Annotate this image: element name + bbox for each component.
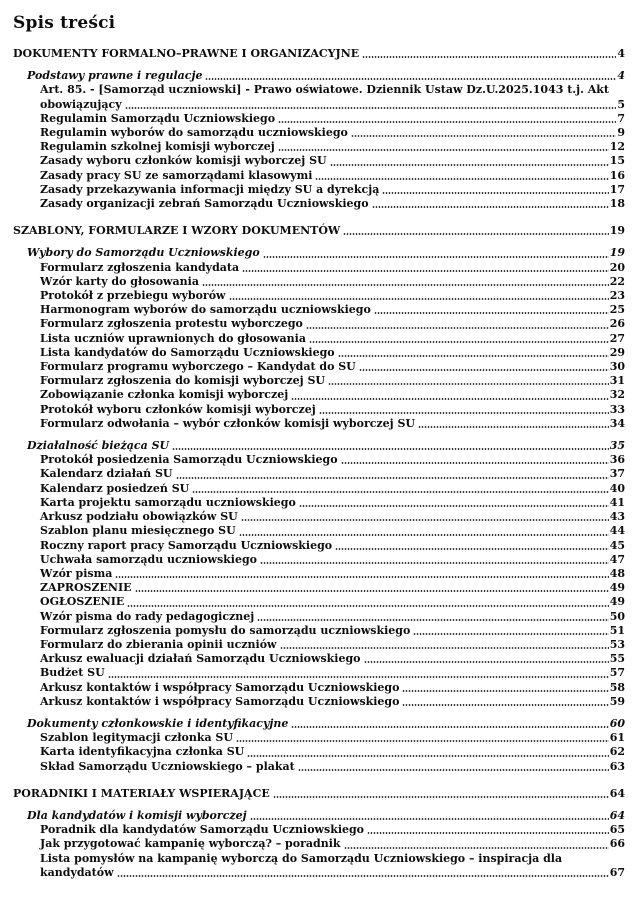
toc-entry[interactable]: [13, 317, 625, 331]
page-number: 44: [609, 524, 625, 538]
dot-leader: [278, 112, 616, 126]
toc-entry-label: Uchwała samorządu uczniowskiego: [40, 552, 258, 566]
toc-entry-label: Wzór pisma: [40, 566, 113, 580]
toc-entry[interactable]: [13, 652, 625, 666]
toc-entry-label: Karta projektu samorządu uczniowskiego: [40, 495, 296, 509]
dot-leader: [205, 69, 616, 83]
toc-entry-label: Formularz zgłoszenia protestu wyborczego: [40, 317, 303, 331]
toc-entry-label: Regulamin Samorządu Uczniowskiego: [40, 111, 276, 125]
dot-leader: [257, 610, 608, 624]
toc-entry[interactable]: [13, 760, 625, 774]
dot-leader: [250, 809, 609, 823]
page-number: 17: [609, 182, 625, 196]
dot-leader: [241, 510, 609, 524]
page-number: 50: [609, 609, 625, 623]
toc-entry[interactable]: [13, 197, 625, 211]
toc-entry[interactable]: [13, 289, 625, 303]
toc-entry-label: Szablon legitymacji członka SU: [40, 731, 233, 745]
page-number: 47: [609, 552, 625, 566]
dot-leader: [364, 652, 609, 666]
page-number: 37: [609, 467, 625, 481]
toc-entry-label: Działalność bieżąca SU: [27, 439, 170, 453]
toc-entry[interactable]: [13, 717, 625, 731]
dot-leader: [402, 695, 608, 709]
toc-entry-label: Dla kandydatów i komisji wyborczej: [27, 808, 247, 822]
toc-entry-label: obowiązujący: [40, 97, 122, 111]
page-number: 62: [609, 745, 625, 759]
dot-leader: [108, 666, 609, 680]
page-number: 60: [609, 716, 625, 730]
page-number: 66: [609, 837, 625, 851]
dot-leader: [229, 289, 609, 303]
toc-entry-label: kandydatów: [40, 865, 114, 879]
toc-entry-label: Arkusz ewaluacji działań Samorządu Uczniowskiego: [40, 652, 361, 666]
toc-entry[interactable]: [13, 140, 625, 154]
dot-leader: [343, 224, 608, 238]
toc-entry[interactable]: [13, 453, 625, 467]
page-number: 12: [609, 140, 625, 154]
page-number: 32: [609, 388, 625, 402]
toc-entry[interactable]: [13, 346, 625, 360]
toc-entry[interactable]: [13, 823, 625, 837]
dot-leader: [309, 332, 609, 346]
toc-entry-label: Jak przygotować kampanię wyborczą? – poradnik: [40, 837, 341, 851]
toc-entry[interactable]: [13, 467, 625, 481]
toc-entry-label: Lista kandydatów do Samorządu Uczniowskiego: [40, 345, 335, 359]
dot-leader: [125, 98, 617, 112]
toc-entry-label: Wzór karty do głosowania: [40, 274, 199, 288]
page-number: 36: [609, 453, 625, 467]
dot-leader: [299, 496, 609, 510]
dot-leader: [341, 453, 609, 467]
toc-entry[interactable]: [13, 681, 625, 695]
toc-entry[interactable]: [13, 183, 625, 197]
page-number: 33: [609, 402, 625, 416]
toc-entry[interactable]: [13, 496, 625, 510]
toc-entry[interactable]: [13, 624, 625, 638]
dot-leader: [344, 837, 609, 851]
toc-entry[interactable]: [13, 246, 625, 260]
dot-leader: [315, 169, 608, 183]
page-number: 58: [609, 680, 625, 694]
dot-leader: [242, 261, 609, 275]
dot-leader: [172, 439, 609, 453]
dot-leader: [402, 681, 608, 695]
dot-leader: [202, 275, 609, 289]
toc-entry[interactable]: [13, 112, 625, 126]
toc-entry-label: Zasady wyboru członków komisji wyborczej SU: [40, 154, 327, 168]
dot-leader: [176, 467, 609, 481]
toc-entry-label: SZABLONY, FORMULARZE I WZORY DOKUMENTÓW: [13, 224, 341, 238]
toc-entry-label: DOKUMENTY FORMALNO–PRAWNE I ORGANIZACYJNE: [13, 47, 360, 60]
toc-entry[interactable]: [13, 745, 625, 759]
toc-entry-label: Protokół wyboru członków komisji wyborczej: [40, 402, 316, 416]
dot-leader: [306, 317, 609, 331]
toc-entry-label: Podstawy prawne i regulacje: [27, 69, 203, 83]
toc-entry-label: Karta identyfikacyjna członka SU: [40, 745, 245, 759]
page-number: 35: [609, 439, 625, 453]
page-number: 19: [609, 224, 625, 238]
dot-leader: [372, 197, 609, 211]
toc-entry[interactable]: [13, 553, 625, 567]
page-number: 41: [609, 495, 625, 509]
toc-entry[interactable]: [13, 567, 625, 581]
toc-entry[interactable]: [13, 595, 625, 609]
page-number: 49: [609, 581, 625, 595]
toc-entry-label: Arkusz kontaktów i współpracy Samorządu Uczniowskiego: [40, 680, 400, 694]
page-number: 49: [609, 595, 625, 609]
toc-entry-label: Budżet SU: [40, 666, 105, 680]
page-number: 19: [609, 246, 625, 260]
dot-leader: [127, 595, 608, 609]
toc-entry[interactable]: [13, 666, 625, 680]
dot-leader: [338, 346, 609, 360]
page-number: 34: [609, 416, 625, 430]
toc-entry-label: Formularz programu wyborczego – Kandydat do SU: [40, 360, 356, 374]
page-number: 9: [617, 126, 625, 140]
toc-entry-label: Roczny raport pracy Samorządu Uczniowskiego: [40, 538, 333, 552]
toc-entry-label: Formularz odwołania – wybór członków komisji wyborczej SU: [40, 416, 416, 430]
dot-leader: [135, 581, 609, 595]
page-number: 57: [609, 666, 625, 680]
toc-entry-label: Zasady pracy SU ze samorządami klasowymi: [40, 168, 313, 182]
toc-entry[interactable]: [13, 69, 625, 83]
page-number: 18: [609, 197, 625, 211]
toc-entry-label: Zasady organizacji zebrań Samorządu Uczniowskiego: [40, 197, 369, 211]
dot-leader: [418, 417, 609, 431]
page-number: 23: [609, 289, 625, 303]
toc-entry[interactable]: [13, 638, 625, 652]
toc-entry[interactable]: [13, 360, 625, 374]
dot-leader: [291, 388, 608, 402]
toc-entry[interactable]: [13, 524, 625, 538]
toc-entry[interactable]: [13, 837, 625, 851]
toc-entry-label: Arkusz podziału obowiązków SU: [40, 510, 238, 524]
page-number: 53: [609, 637, 625, 651]
dot-leader: [413, 624, 608, 638]
dot-leader: [359, 360, 609, 374]
toc-entry[interactable]: [13, 154, 625, 168]
toc-entry[interactable]: [13, 126, 625, 140]
toc-entry[interactable]: [13, 695, 625, 709]
toc-entry-label: PORADNIKI I MATERIAŁY WSPIERAJĄCE: [13, 786, 270, 800]
toc-entry[interactable]: [13, 439, 625, 453]
dot-leader: [273, 787, 609, 801]
page-number: 63: [609, 759, 625, 773]
dot-leader: [298, 760, 609, 774]
dot-leader: [117, 866, 609, 880]
toc-entry-label: Szablon planu miesięcznego SU: [40, 524, 236, 538]
toc-entry[interactable]: [13, 809, 625, 823]
dot-leader: [236, 731, 609, 745]
toc-entry[interactable]: [13, 787, 625, 801]
page-title: Spis treści: [13, 13, 116, 33]
toc-entry[interactable]: [13, 303, 625, 317]
dot-leader: [382, 183, 608, 197]
page-number: 27: [609, 331, 625, 345]
page-number: 30: [609, 360, 625, 374]
page-number: 25: [609, 303, 625, 317]
dot-leader: [335, 539, 609, 553]
page-number: 64: [609, 808, 625, 822]
toc-entry[interactable]: [13, 731, 625, 745]
toc-entry[interactable]: [13, 224, 625, 238]
toc-entry[interactable]: [13, 539, 625, 553]
toc-entry-label: Formularz zgłoszenia pomysłu do samorządu uczniowskiego: [40, 623, 411, 637]
toc-entry[interactable]: [13, 581, 625, 595]
page-number: 7: [617, 111, 625, 125]
dot-leader: [115, 567, 608, 581]
dot-leader: [351, 126, 616, 140]
page-number: 22: [609, 274, 625, 288]
page-number: 51: [609, 623, 625, 637]
page-number: 48: [609, 566, 625, 580]
page-number: 29: [609, 345, 625, 359]
toc-entry[interactable]: [13, 261, 625, 275]
toc-entry-label: Lista uczniów uprawnionych do głosowania: [40, 331, 306, 345]
toc-entry-label: Formularz zgłoszenia kandydata: [40, 260, 240, 274]
toc-entry-label: Regulamin szkolnej komisji wyborczej: [40, 140, 275, 154]
dot-leader: [239, 524, 609, 538]
page-number: 4: [617, 47, 625, 60]
toc-entry[interactable]: [13, 403, 625, 417]
toc-entry[interactable]: [13, 852, 625, 880]
toc-entry[interactable]: [13, 388, 625, 402]
page-number: 45: [609, 538, 625, 552]
toc-entry-label: Protokół posiedzenia Samorządu Uczniowskiego: [40, 453, 338, 467]
dot-leader: [291, 717, 608, 731]
dot-leader: [260, 553, 609, 567]
page-number: 15: [609, 154, 625, 168]
toc-entry-label: OGŁOSZENIE: [40, 595, 125, 609]
page-number: 65: [609, 823, 625, 837]
toc-entry-label: Poradnik dla kandydatów Samorządu Uczniowskiego: [40, 823, 365, 837]
toc-entry-label-line1: Lista pomysłów na kampanię wyborczą do Samorządu Uczniowskiego – inspiracja dla: [40, 851, 563, 865]
toc-entry-label-line1: Art. 85. - [Samorząd uczniowski] - Prawo oświatowe. Dziennik Ustaw Dz.U.2025.1043 t.j. Akt: [40, 83, 609, 97]
dot-leader: [263, 246, 609, 260]
dot-leader: [367, 823, 609, 837]
page-number: 4: [617, 69, 625, 83]
toc-entry[interactable]: [13, 610, 625, 624]
page-number: 26: [609, 317, 625, 331]
dot-leader: [328, 374, 609, 388]
page-number: 31: [609, 374, 625, 388]
page-number: 5: [617, 97, 625, 111]
dot-leader: [374, 303, 609, 317]
page-number: 40: [609, 481, 625, 495]
dot-leader: [192, 482, 608, 496]
toc-entry[interactable]: [13, 83, 625, 111]
page-number: 59: [609, 694, 625, 708]
toc-entry-label: Wzór pisma do rady pedagogicznej: [40, 609, 255, 623]
toc-entry-label: Regulamin wyborów do samorządu uczniowskiego: [40, 126, 348, 140]
page-number: 20: [609, 260, 625, 274]
toc-entry-label: Dokumenty członkowskie i identyfikacyjne: [27, 716, 289, 730]
dot-leader: [330, 154, 609, 168]
toc-entry-label: Zobowiązanie członka komisji wyborczej: [40, 388, 289, 402]
page-number: 61: [609, 731, 625, 745]
toc-entry-label: Skład Samorządu Uczniowskiego – plakat: [40, 759, 295, 773]
dot-leader: [280, 638, 609, 652]
dot-leader: [362, 47, 616, 61]
toc-entry-label: Formularz zgłoszenia do komisji wyborczej SU: [40, 374, 326, 388]
toc-entry-label: Zasady przekazywania informacji między SU a dyrekcją: [40, 182, 380, 196]
toc-entry-label: Protokół z przebiegu wyborów: [40, 289, 226, 303]
dot-leader: [319, 403, 609, 417]
page-number: 16: [609, 168, 625, 182]
toc-entry[interactable]: [13, 332, 625, 346]
toc-entry-label: Formularz do zbierania opinii uczniów: [40, 637, 277, 651]
page-number: 64: [609, 786, 625, 800]
toc-entry[interactable]: [13, 417, 625, 431]
toc-entry-label: Kalendarz działań SU: [40, 467, 173, 481]
toc-entry-label: Kalendarz posiedzeń SU: [40, 481, 190, 495]
toc-entry[interactable]: [13, 510, 625, 524]
dot-leader: [247, 745, 608, 759]
toc-entry-label: Harmonogram wyborów do samorządu uczniowskiego: [40, 303, 371, 317]
toc-list: [13, 47, 625, 880]
toc-entry[interactable]: [13, 275, 625, 289]
toc-entry[interactable]: [13, 374, 625, 388]
toc-entry[interactable]: [13, 169, 625, 183]
page-number: 43: [609, 510, 625, 524]
toc-entry-label: Wybory do Samorządu Uczniowskiego: [27, 246, 260, 260]
toc-entry[interactable]: [13, 47, 625, 61]
toc-entry-label: Arkusz kontaktów i współpracy Samorządu Uczniowskiego: [40, 694, 400, 708]
toc-entry-label: ZAPROSZENIE: [40, 581, 132, 595]
page-number: 67: [609, 865, 625, 879]
toc-entry[interactable]: [13, 482, 625, 496]
dot-leader: [278, 140, 609, 154]
page-number: 55: [609, 652, 625, 666]
